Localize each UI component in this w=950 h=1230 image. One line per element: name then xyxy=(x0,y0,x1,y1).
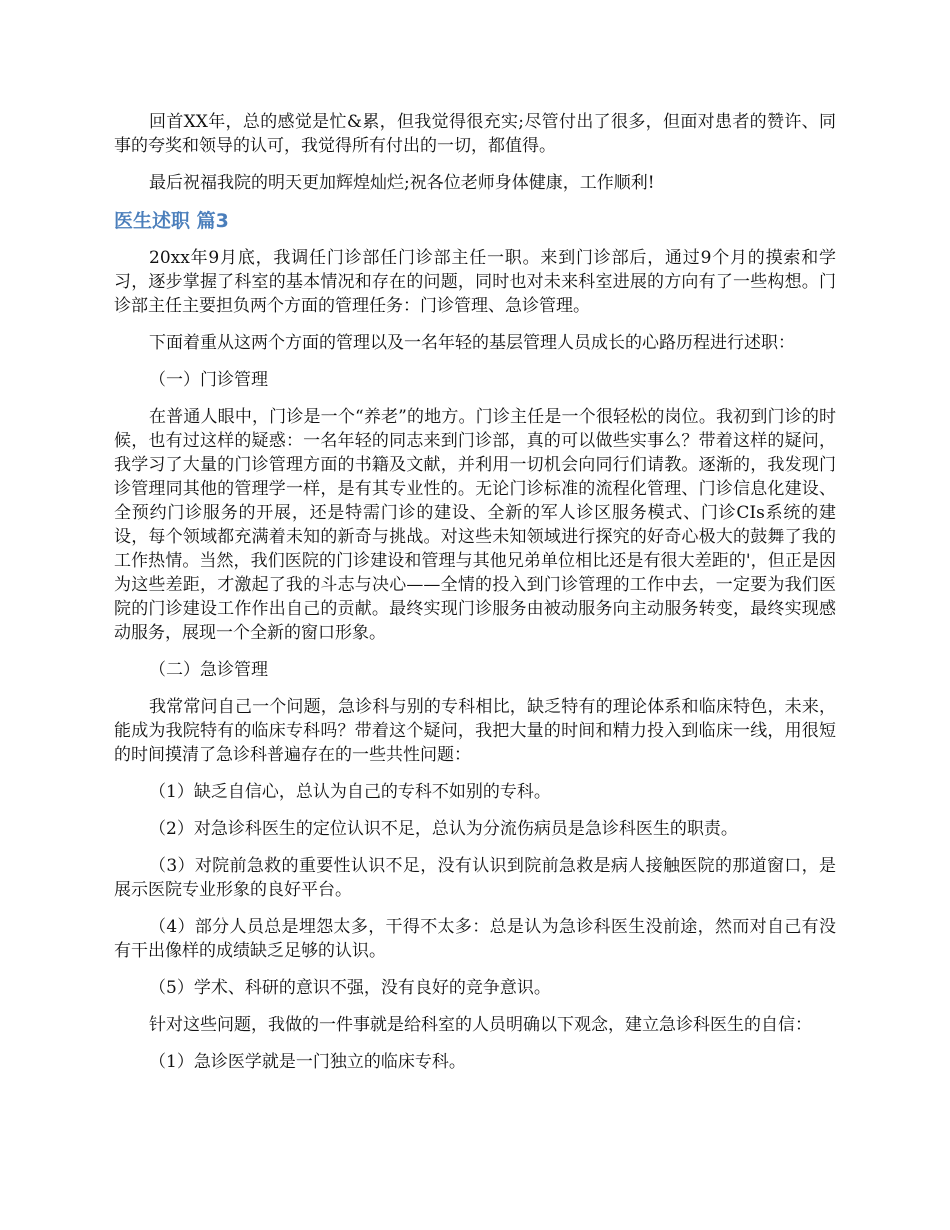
paragraph: 回首XX年，总的感觉是忙&累，但我觉得很充实;尽管付出了很多，但面对患者的赞许、同事的夸奖和领导的认可，我觉得所有付出的一切，都值得。 xyxy=(114,112,836,156)
paragraph: 最后祝福我院的明天更加辉煌灿烂;祝各位老师身体健康，工作顺利! xyxy=(149,173,655,193)
subheading-outpatient: （一）门诊管理 xyxy=(149,370,268,390)
paragraph: 下面着重从这两个方面的管理以及一名年轻的基层管理人员成长的心路历程进行述职： xyxy=(149,333,795,353)
subheading-emergency: （二）急诊管理 xyxy=(149,660,268,680)
list-item: （1）急诊医学就是一门独立的临床专科。 xyxy=(149,1052,466,1072)
paragraph: 我常常问自己一个问题，急诊科与别的专科相比，缺乏特有的理论体系和临床特色，未来，能成为我院特有的临床专科吗？带着这个疑问，我把大量的时间和精力投入到临床一线，用很短的时间摸清了急诊科普遍存在的一些共性问题： xyxy=(114,697,836,765)
list-item: （4）部分人员总是埋怨太多，干得不太多：总是认为急诊科医生没前途，然而对自己有没有干出像样的成绩缺乏足够的认识。 xyxy=(114,917,836,961)
list-item: （3）对院前急救的重要性认识不足，没有认识到院前急救是病人接触医院的那道窗口，是展示医院专业形象的良好平台。 xyxy=(114,856,836,900)
list-item: （1）缺乏自信心，总认为自己的专科不如别的专科。 xyxy=(149,782,551,802)
section-heading: 医生述职 篇3 xyxy=(114,210,229,232)
list-item: （5）学术、科研的意识不强，没有良好的竞争意识。 xyxy=(149,978,551,998)
document-page xyxy=(114,110,836,1087)
paragraph: 在普通人眼中，门诊是一个“养老”的地方。门诊主任是一个很轻松的岗位。我初到门诊的时候，也有过这样的疑惑：一名年轻的同志来到门诊部，真的可以做些实事么？带着这样的疑问，我学习了大量的门诊管理方面的书籍及文献，并利用一切机会向同行们请教。逐渐的，我发现门诊管理同其他的管理学一样，是有其专业性的。无论门诊标准的流程化管理、门诊信息化建设、全预约门诊服务的开展，还是特需门诊的建设、全新的军人诊区服务模式、门诊CIs系统的建设，每个领域都充满着未知的新奇与挑战。对这些未知领域进行探究的好奇心极大的鼓舞了我的工作热情。当然，我们医院的门诊建设和管理与其他兄弟单位相比还是有很大差距的'，但正是因为这些差距，才激起了我的斗志与决心——全情的投入到门诊管理的工作中去，一定要为我们医院的门诊建设工作作出自己的贡献。最终实现门诊服务由被动服务向主动服务转变，最终实现感动服务，展现一个全新的窗口形象。 xyxy=(114,407,836,643)
list-item: （2）对急诊科医生的定位认识不足，总认为分流伤病员是急诊科医生的职责。 xyxy=(149,819,738,839)
paragraph: 20xx年9月底，我调任门诊部任门诊部主任一职。来到门诊部后，通过9个月的摸索和学习，逐步掌握了科室的基本情况和存在的问题，同时也对未来科室进展的方向有了一些构想。门诊部主任主要担负两个方面的管理任务：门诊管理、急诊管理。 xyxy=(114,248,836,316)
paragraph: 针对这些问题，我做的一件事就是给科室的人员明确以下观念，建立急诊科医生的自信： xyxy=(149,1015,812,1035)
